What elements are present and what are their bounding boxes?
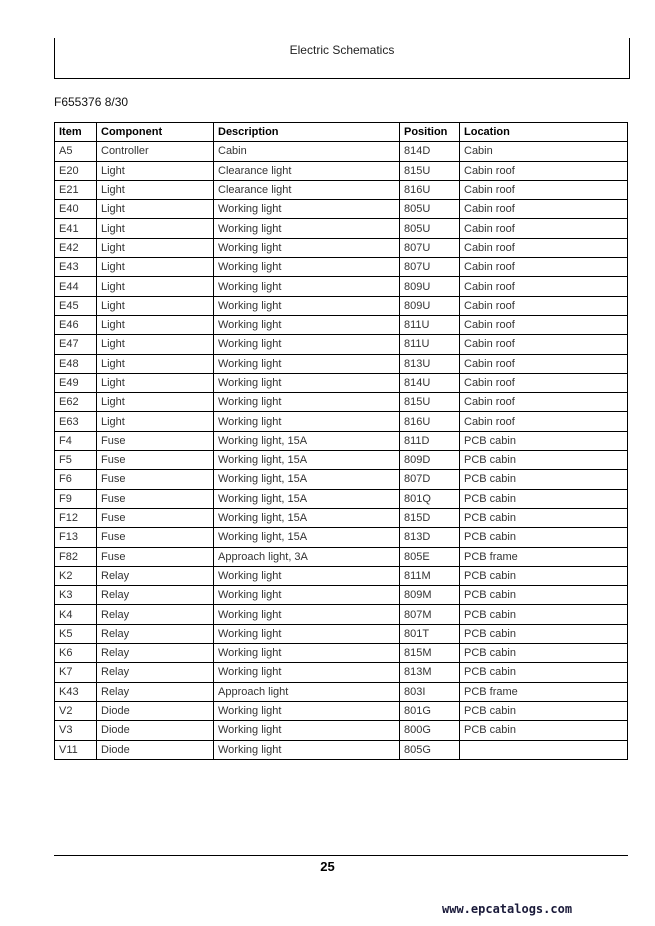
- cell-description: Approach light, 3A: [214, 547, 400, 566]
- cell-item: K43: [55, 682, 97, 701]
- table-row: [55, 431, 628, 450]
- parts-table: [54, 122, 628, 760]
- cell-location: Cabin roof: [460, 412, 628, 431]
- cell-position: 811U: [400, 335, 460, 354]
- cell-position: 801T: [400, 624, 460, 643]
- cell-description: Working light, 15A: [214, 431, 400, 450]
- cell-location: Cabin roof: [460, 354, 628, 373]
- cell-component: Diode: [97, 701, 214, 720]
- cell-location: PCB cabin: [460, 489, 628, 508]
- cell-component: Relay: [97, 663, 214, 682]
- table-row: [55, 277, 628, 296]
- cell-description: Working light: [214, 586, 400, 605]
- cell-component: Light: [97, 277, 214, 296]
- cell-component: Relay: [97, 605, 214, 624]
- cell-location: Cabin roof: [460, 161, 628, 180]
- cell-location: PCB cabin: [460, 451, 628, 470]
- cell-position: 809U: [400, 277, 460, 296]
- cell-description: Working light: [214, 296, 400, 315]
- cell-location: Cabin roof: [460, 373, 628, 392]
- cell-item: F9: [55, 489, 97, 508]
- table-row: [55, 393, 628, 412]
- cell-component: Diode: [97, 721, 214, 740]
- cell-component: Fuse: [97, 508, 214, 527]
- cell-position: 801Q: [400, 489, 460, 508]
- cell-component: Fuse: [97, 528, 214, 547]
- cell-description: Working light: [214, 566, 400, 585]
- cell-item: E45: [55, 296, 97, 315]
- cell-position: 811M: [400, 566, 460, 585]
- cell-item: E21: [55, 180, 97, 199]
- table-row: [55, 296, 628, 315]
- cell-location: PCB cabin: [460, 644, 628, 663]
- cell-component: Light: [97, 315, 214, 334]
- cell-description: Working light: [214, 373, 400, 392]
- cell-item: K6: [55, 644, 97, 663]
- cell-component: Light: [97, 335, 214, 354]
- cell-position: 816U: [400, 180, 460, 199]
- cell-description: Working light: [214, 335, 400, 354]
- table-row: [55, 238, 628, 257]
- column-header-location: Location: [460, 123, 628, 142]
- cell-item: F82: [55, 547, 97, 566]
- table-row: [55, 508, 628, 527]
- cell-location: Cabin roof: [460, 393, 628, 412]
- cell-description: Cabin: [214, 142, 400, 161]
- cell-component: Relay: [97, 682, 214, 701]
- cell-location: PCB cabin: [460, 663, 628, 682]
- cell-description: Approach light: [214, 682, 400, 701]
- cell-component: Light: [97, 238, 214, 257]
- table-row: [55, 315, 628, 334]
- cell-position: 814D: [400, 142, 460, 161]
- cell-item: E46: [55, 315, 97, 334]
- cell-location: Cabin roof: [460, 219, 628, 238]
- cell-item: E20: [55, 161, 97, 180]
- table-row: [55, 528, 628, 547]
- cell-item: E41: [55, 219, 97, 238]
- cell-item: E49: [55, 373, 97, 392]
- cell-location: PCB cabin: [460, 470, 628, 489]
- table-row: [55, 335, 628, 354]
- cell-location: Cabin roof: [460, 335, 628, 354]
- table-row: [55, 682, 628, 701]
- cell-position: 807U: [400, 258, 460, 277]
- cell-position: 805U: [400, 219, 460, 238]
- cell-item: E42: [55, 238, 97, 257]
- cell-item: K7: [55, 663, 97, 682]
- cell-item: A5: [55, 142, 97, 161]
- cell-description: Working light: [214, 624, 400, 643]
- cell-description: Working light: [214, 663, 400, 682]
- cell-component: Relay: [97, 644, 214, 663]
- table-row: [55, 180, 628, 199]
- cell-location: PCB cabin: [460, 624, 628, 643]
- cell-description: Working light, 15A: [214, 508, 400, 527]
- cell-item: K5: [55, 624, 97, 643]
- cell-position: 809U: [400, 296, 460, 315]
- cell-position: 814U: [400, 373, 460, 392]
- cell-component: Light: [97, 200, 214, 219]
- cell-item: E63: [55, 412, 97, 431]
- cell-component: Light: [97, 296, 214, 315]
- cell-description: Working light: [214, 200, 400, 219]
- cell-description: Working light: [214, 258, 400, 277]
- cell-item: K3: [55, 586, 97, 605]
- table-row: [55, 721, 628, 740]
- cell-position: 800G: [400, 721, 460, 740]
- cell-position: 811D: [400, 431, 460, 450]
- table-header-row: [55, 123, 628, 142]
- table-row: [55, 470, 628, 489]
- table-row: [55, 354, 628, 373]
- cell-position: 803I: [400, 682, 460, 701]
- table-row: [55, 258, 628, 277]
- cell-item: V3: [55, 721, 97, 740]
- cell-location: PCB frame: [460, 547, 628, 566]
- cell-component: Light: [97, 354, 214, 373]
- cell-description: Clearance light: [214, 180, 400, 199]
- cell-description: Working light: [214, 605, 400, 624]
- cell-position: 815D: [400, 508, 460, 527]
- cell-component: Light: [97, 219, 214, 238]
- cell-component: Light: [97, 180, 214, 199]
- cell-component: Light: [97, 412, 214, 431]
- cell-item: E44: [55, 277, 97, 296]
- cell-position: 811U: [400, 315, 460, 334]
- cell-description: Working light: [214, 740, 400, 759]
- cell-description: Clearance light: [214, 161, 400, 180]
- cell-position: 801G: [400, 701, 460, 720]
- footer-divider: [54, 855, 628, 856]
- cell-item: E43: [55, 258, 97, 277]
- column-header-component: Component: [97, 123, 214, 142]
- column-header-position: Position: [400, 123, 460, 142]
- cell-description: Working light: [214, 354, 400, 373]
- cell-item: F5: [55, 451, 97, 470]
- cell-description: Working light: [214, 721, 400, 740]
- cell-item: E48: [55, 354, 97, 373]
- cell-description: Working light, 15A: [214, 489, 400, 508]
- cell-description: Working light: [214, 412, 400, 431]
- cell-location: PCB cabin: [460, 431, 628, 450]
- cell-location: Cabin roof: [460, 180, 628, 199]
- cell-component: Fuse: [97, 547, 214, 566]
- table-row: [55, 663, 628, 682]
- cell-location: PCB cabin: [460, 721, 628, 740]
- cell-position: 805E: [400, 547, 460, 566]
- cell-position: 813M: [400, 663, 460, 682]
- table-row: [55, 566, 628, 585]
- cell-position: 807D: [400, 470, 460, 489]
- cell-position: 809M: [400, 586, 460, 605]
- table-row: [55, 740, 628, 759]
- cell-item: V11: [55, 740, 97, 759]
- table-row: [55, 412, 628, 431]
- cell-component: Light: [97, 373, 214, 392]
- column-header-item: Item: [55, 123, 97, 142]
- table-row: [55, 586, 628, 605]
- cell-description: Working light: [214, 315, 400, 334]
- cell-location: Cabin: [460, 142, 628, 161]
- cell-component: Relay: [97, 566, 214, 585]
- cell-component: Fuse: [97, 451, 214, 470]
- cell-location: PCB cabin: [460, 586, 628, 605]
- cell-item: F12: [55, 508, 97, 527]
- cell-position: 807M: [400, 605, 460, 624]
- cell-position: 805U: [400, 200, 460, 219]
- cell-location: Cabin roof: [460, 277, 628, 296]
- watermark: www.epcatalogs.com: [442, 902, 573, 916]
- table-row: [55, 219, 628, 238]
- cell-item: V2: [55, 701, 97, 720]
- cell-item: F6: [55, 470, 97, 489]
- cell-component: Diode: [97, 740, 214, 759]
- cell-description: Working light: [214, 219, 400, 238]
- table-row: [55, 644, 628, 663]
- column-header-description: Description: [214, 123, 400, 142]
- cell-location: Cabin roof: [460, 258, 628, 277]
- cell-item: K2: [55, 566, 97, 585]
- cell-location: PCB cabin: [460, 528, 628, 547]
- cell-item: E62: [55, 393, 97, 412]
- cell-component: Fuse: [97, 470, 214, 489]
- table-row: [55, 489, 628, 508]
- table-row: [55, 701, 628, 720]
- cell-description: Working light: [214, 238, 400, 257]
- cell-location: Cabin roof: [460, 238, 628, 257]
- cell-position: 813U: [400, 354, 460, 373]
- cell-component: Controller: [97, 142, 214, 161]
- cell-location: PCB frame: [460, 682, 628, 701]
- table-row: [55, 200, 628, 219]
- cell-description: Working light, 15A: [214, 470, 400, 489]
- table-row: [55, 605, 628, 624]
- table-row: [55, 451, 628, 470]
- cell-component: Fuse: [97, 431, 214, 450]
- cell-description: Working light, 15A: [214, 528, 400, 547]
- cell-location: Cabin roof: [460, 200, 628, 219]
- cell-component: Relay: [97, 624, 214, 643]
- cell-item: K4: [55, 605, 97, 624]
- cell-location: [460, 740, 628, 759]
- cell-component: Light: [97, 161, 214, 180]
- cell-location: PCB cabin: [460, 701, 628, 720]
- table-row: [55, 373, 628, 392]
- cell-position: 816U: [400, 412, 460, 431]
- page-number: 25: [320, 859, 335, 874]
- cell-location: PCB cabin: [460, 566, 628, 585]
- cell-position: 813D: [400, 528, 460, 547]
- document-reference: F655376 8/30: [54, 95, 129, 109]
- cell-component: Light: [97, 258, 214, 277]
- cell-location: PCB cabin: [460, 605, 628, 624]
- cell-description: Working light: [214, 393, 400, 412]
- table-row: [55, 547, 628, 566]
- table-body: [55, 142, 628, 760]
- cell-component: Relay: [97, 586, 214, 605]
- cell-item: E47: [55, 335, 97, 354]
- cell-item: F4: [55, 431, 97, 450]
- cell-description: Working light: [214, 701, 400, 720]
- page-title: Electric Schematics: [289, 43, 395, 57]
- table-row: [55, 161, 628, 180]
- cell-description: Working light: [214, 644, 400, 663]
- page-header: [54, 38, 630, 79]
- table-row: [55, 624, 628, 643]
- table-row: [55, 142, 628, 161]
- cell-component: Fuse: [97, 489, 214, 508]
- cell-location: PCB cabin: [460, 508, 628, 527]
- cell-item: E40: [55, 200, 97, 219]
- cell-position: 815M: [400, 644, 460, 663]
- cell-position: 815U: [400, 161, 460, 180]
- cell-description: Working light: [214, 277, 400, 296]
- cell-location: Cabin roof: [460, 296, 628, 315]
- cell-item: F13: [55, 528, 97, 547]
- cell-description: Working light, 15A: [214, 451, 400, 470]
- cell-position: 807U: [400, 238, 460, 257]
- cell-component: Light: [97, 393, 214, 412]
- cell-position: 805G: [400, 740, 460, 759]
- cell-position: 815U: [400, 393, 460, 412]
- cell-location: Cabin roof: [460, 315, 628, 334]
- cell-position: 809D: [400, 451, 460, 470]
